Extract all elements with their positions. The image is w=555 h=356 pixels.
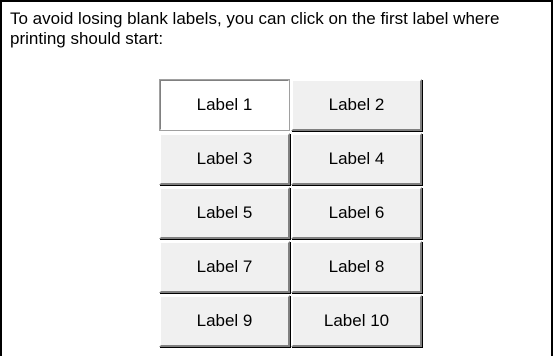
label-8-button[interactable]: Label 8 <box>291 241 422 293</box>
label-3-button[interactable]: Label 3 <box>159 133 290 185</box>
label-5-button[interactable]: Label 5 <box>159 187 290 239</box>
label-6-button[interactable]: Label 6 <box>291 187 422 239</box>
label-9-button[interactable]: Label 9 <box>159 295 290 347</box>
label-7-button[interactable]: Label 7 <box>159 241 290 293</box>
label-1-button[interactable]: Label 1 <box>159 79 290 131</box>
label-2-button[interactable]: Label 2 <box>291 79 422 131</box>
instructions-text: To avoid losing blank labels, you can click on the first label where printing should start: <box>10 9 500 48</box>
label-4-button[interactable]: Label 4 <box>291 133 422 185</box>
label-10-button[interactable]: Label 10 <box>291 295 422 347</box>
label-grid <box>159 79 422 347</box>
